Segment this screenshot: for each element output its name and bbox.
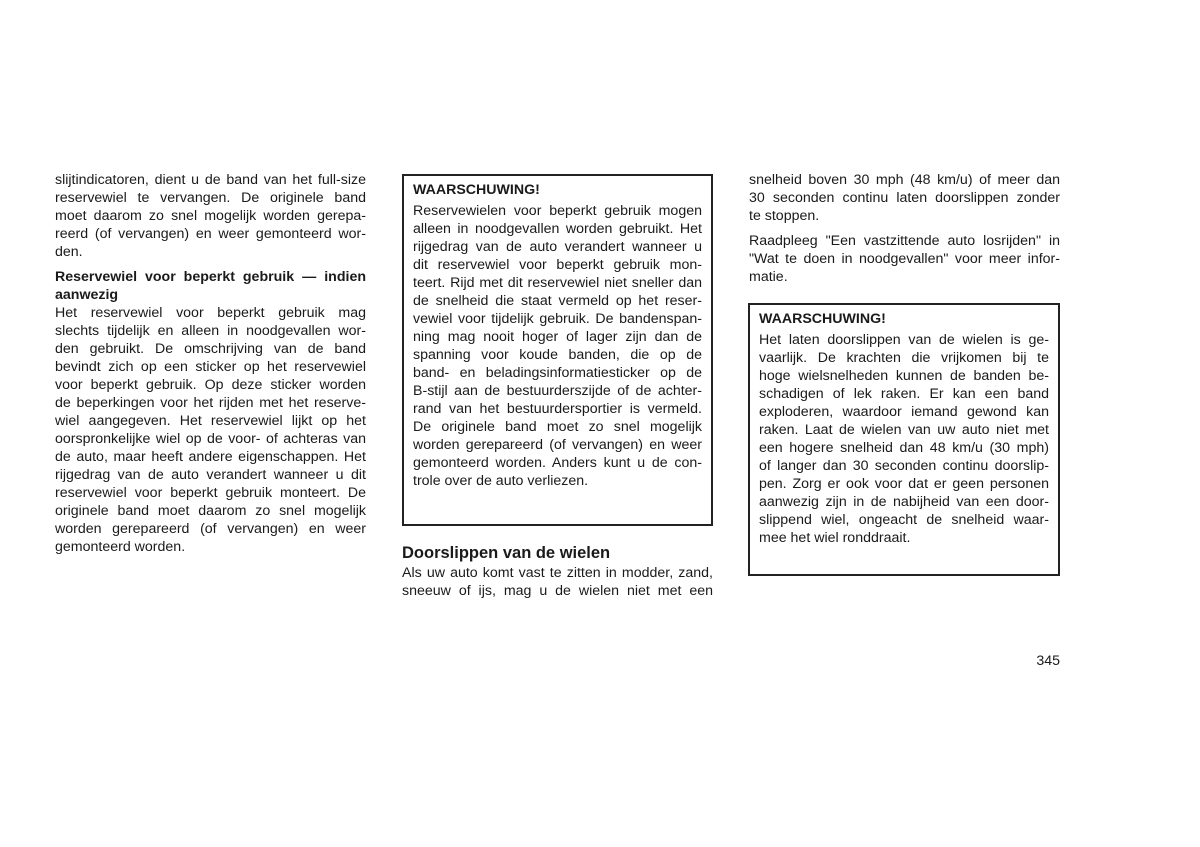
text-line: gemonteerd worden. bbox=[55, 539, 186, 555]
section-heading: Doorslippen van de wielen bbox=[402, 544, 611, 562]
text-line: te stoppen. bbox=[749, 208, 820, 224]
text-line: spanning voor koude banden, die op de bbox=[413, 347, 702, 363]
text-line: snelheid boven 30 mph (48 km/u) of meer dan bbox=[749, 172, 1060, 188]
text-line: schadigen of lek raken. Er kan een band bbox=[759, 386, 1049, 402]
warning-title: WAARSCHUWING! bbox=[759, 311, 886, 327]
text-line: rijgedrag van de auto verandert wanneer u bbox=[413, 239, 702, 255]
text-line: Het reservewiel voor beperkt gebruik mag bbox=[55, 305, 366, 321]
text-line: pen. Zorg er ook voor dat er geen personen bbox=[759, 476, 1049, 492]
text-line: den. bbox=[55, 244, 83, 260]
subheading-line: aanwezig bbox=[55, 287, 119, 303]
text-line: de snelheid die staat vermeld op het reser- bbox=[413, 293, 702, 309]
text-line: exploderen, waardoor iemand gewond kan bbox=[759, 404, 1049, 420]
column-left bbox=[55, 171, 366, 556]
text-line: een hogere snelheid dan 48 km/u (30 mph) bbox=[759, 440, 1049, 456]
warning-title: WAARSCHUWING! bbox=[413, 182, 540, 198]
text-line: mee het wiel ronddraait. bbox=[759, 530, 911, 546]
text-line: reerd (of vervangen) en weer gemonteerd wor- bbox=[55, 226, 366, 242]
text-line: De originele band moet zo snel mogelijk bbox=[413, 419, 702, 435]
subsection-heading bbox=[55, 268, 366, 304]
text-line: trole over de auto verliezen. bbox=[413, 473, 589, 489]
text-line: matie. bbox=[749, 269, 788, 285]
text-line: slechts tijdelijk en alleen in noodgevallen wor- bbox=[55, 323, 366, 339]
paragraph bbox=[749, 171, 1060, 225]
text-line: of langer dan 30 seconden continu doorslip- bbox=[759, 458, 1049, 474]
warning-box bbox=[748, 303, 1060, 576]
text-line: worden gerepareerd (of vervangen) en weer bbox=[55, 521, 366, 537]
paragraph bbox=[55, 171, 366, 261]
text-line: reservewiel te vervangen. De originele band bbox=[55, 190, 366, 206]
text-line: dit reservewiel voor beperkt gebruik mon- bbox=[413, 257, 702, 273]
text-line: alleen in noodgevallen worden gebruikt. Het bbox=[413, 221, 702, 237]
text-line: moet daarom zo snel mogelijk worden gerepa- bbox=[55, 208, 366, 224]
subheading-line: Reservewiel voor beperkt gebruik — indien bbox=[55, 269, 366, 285]
text-line: band- en beladingsinformatiesticker op de bbox=[413, 365, 702, 381]
page-number: 345 bbox=[1036, 653, 1060, 669]
text-line: originele band moet daarom zo snel mogelijk bbox=[55, 503, 366, 519]
text-line: Raadpleeg "Een vastzittende auto losrijden" in bbox=[749, 233, 1060, 249]
text-line: hoge wielsnelheden kunnen de banden be- bbox=[759, 368, 1049, 384]
text-line: Het laten doorslippen van de wielen is ge- bbox=[759, 332, 1049, 348]
text-line: B-stijl aan de bestuurderszijde of de achter- bbox=[413, 383, 702, 399]
text-line: slijtindicatoren, dient u de band van het full-size bbox=[55, 172, 366, 188]
text-line: "Wat te doen in noodgevallen" voor meer infor- bbox=[749, 251, 1060, 267]
section-wheel-spin bbox=[402, 543, 713, 600]
text-line: wiel aangegeven. Het reservewiel lijkt op het bbox=[55, 413, 366, 429]
text-line: slippend wiel, ongeacht de snelheid waar- bbox=[759, 512, 1049, 528]
paragraph bbox=[749, 232, 1060, 286]
text-line: teert. Rijd met dit reservewiel niet sneller dan bbox=[413, 275, 702, 291]
paragraph bbox=[55, 304, 366, 556]
text-line: aanwezig zijn in de nabijheid van een door- bbox=[759, 494, 1049, 510]
text-line: Als uw auto komt vast te zitten in modder, zand, bbox=[402, 565, 713, 581]
text-line: worden gerepareerd (of vervangen) en weer bbox=[413, 437, 702, 453]
text-line: sneeuw of ijs, mag u de wielen niet met een bbox=[402, 583, 713, 599]
text-line: vewiel voor tijdelijk gebruik. De bandenspan- bbox=[413, 311, 702, 327]
text-line: vaarlijk. De krachten die vrijkomen bij te bbox=[759, 350, 1049, 366]
text-line: reservewiel voor beperkt gebruik monteert. De bbox=[55, 485, 366, 501]
text-line: raken. Laat de wielen van uw auto niet met bbox=[759, 422, 1049, 438]
warning-box bbox=[402, 174, 713, 526]
text-line: Reservewielen voor beperkt gebruik mogen bbox=[413, 203, 702, 219]
text-line: rijgedrag van de auto verandert wanneer u dit bbox=[55, 467, 366, 483]
text-line: de beperkingen voor het rijden met het reserve- bbox=[55, 395, 366, 411]
column-right bbox=[749, 171, 1060, 286]
text-line: ning mag nooit hoger of lager zijn dan de bbox=[413, 329, 702, 345]
text-line: den gebruikt. De omschrijving van de band bbox=[55, 341, 366, 357]
text-line: 30 seconden continu laten doorslippen zonder bbox=[749, 190, 1060, 206]
text-line: de auto, maar heeft andere eigenschappen. Het bbox=[55, 449, 366, 465]
text-line: voor beperkt gebruik. Op deze sticker worden bbox=[55, 377, 366, 393]
text-line: gemonteerd worden. Anders kunt u de con- bbox=[413, 455, 702, 471]
text-line: rand van het bestuurdersportier is vermeld. bbox=[413, 401, 702, 417]
text-line: oorspronkelijke wiel op de voor- of achteras van bbox=[55, 431, 366, 447]
text-line: bevindt zich op een sticker op het reservewiel bbox=[55, 359, 366, 375]
